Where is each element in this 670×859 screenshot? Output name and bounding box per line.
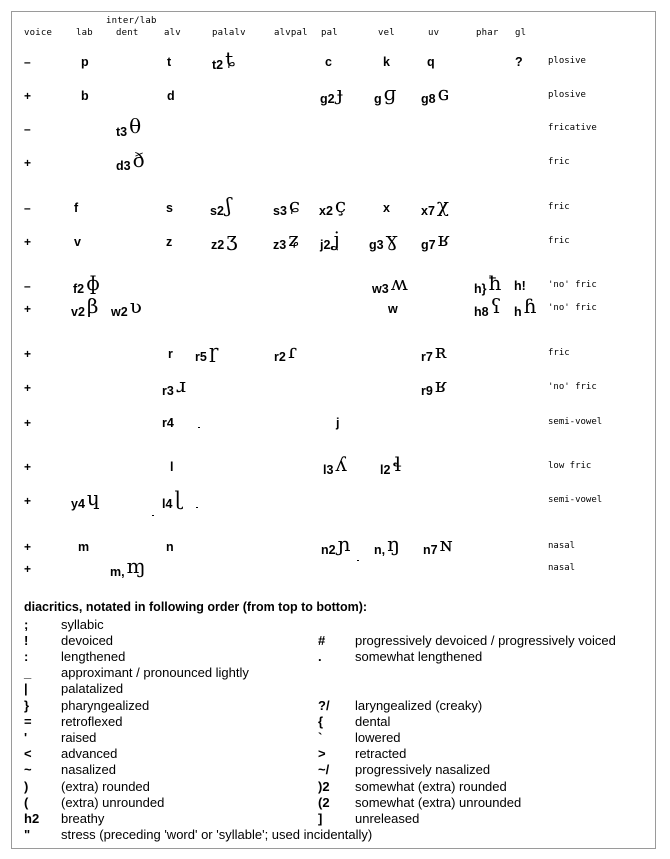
diacritic-row bbox=[24, 762, 654, 778]
diacritic-row bbox=[24, 649, 654, 665]
voice-sign: + bbox=[24, 347, 32, 361]
ipa-glyph: ʋ bbox=[129, 294, 142, 318]
diacritic-symbol: ' bbox=[24, 730, 28, 745]
cell-symbol bbox=[421, 339, 447, 364]
diacritic-symbol: _ bbox=[24, 665, 32, 680]
cell-code: h bbox=[514, 305, 522, 319]
diacritic-row bbox=[24, 681, 654, 697]
row-description: plosive bbox=[548, 90, 586, 100]
voice-sign: + bbox=[24, 302, 32, 316]
diacritic-symbol: # bbox=[318, 633, 326, 648]
cell-code: g2 bbox=[320, 92, 335, 106]
diacritic-row bbox=[24, 714, 654, 730]
diacritic-row bbox=[24, 617, 654, 633]
cell-code: n2 bbox=[321, 543, 336, 557]
header-vel: vel bbox=[378, 28, 395, 38]
ipa-glyph: ɹ bbox=[175, 373, 186, 397]
diacritic-symbol: ?/ bbox=[318, 698, 330, 713]
ipa-glyph: θ bbox=[129, 114, 142, 138]
diacritic-text: dental bbox=[355, 714, 391, 729]
diacritic-row bbox=[24, 779, 654, 795]
dot-mark bbox=[196, 507, 198, 508]
cell-symbol bbox=[474, 294, 502, 319]
row-description: semi-vowel bbox=[548, 417, 603, 427]
cell-symbol bbox=[319, 193, 347, 218]
diacritic-text: progressively devoiced / progressively voiced bbox=[355, 633, 616, 648]
diacritic-row bbox=[24, 665, 654, 681]
diacritic-text: progressively nasalized bbox=[355, 762, 491, 777]
cell-symbol bbox=[320, 227, 340, 252]
cell-symbol bbox=[71, 486, 100, 511]
cell-symbol bbox=[162, 486, 182, 511]
voice-sign: + bbox=[24, 494, 32, 508]
diacritic-symbol: ~/ bbox=[318, 762, 330, 777]
cell-symbol bbox=[211, 227, 238, 252]
ipa-glyph: ɢ bbox=[437, 81, 450, 105]
diacritic-text: somewhat lengthened bbox=[355, 649, 483, 664]
voice-sign: + bbox=[24, 235, 32, 249]
cell-code: k bbox=[383, 55, 390, 69]
diacritic-symbol: . bbox=[318, 649, 322, 664]
diacritic-symbol: ) bbox=[24, 779, 29, 794]
cell-code: l4 bbox=[162, 497, 173, 511]
diacritic-text: retroflexed bbox=[61, 714, 123, 729]
ipa-glyph: ɬ bbox=[392, 452, 402, 476]
header-lab: lab bbox=[76, 28, 93, 38]
header-voice: voice bbox=[24, 28, 53, 38]
diacritic-text: approximant / pronounced lightly bbox=[61, 665, 249, 680]
ipa-glyph: ʝ bbox=[332, 227, 340, 251]
voice-sign: + bbox=[24, 89, 32, 103]
ipa-glyph: ʑ bbox=[288, 227, 300, 251]
row-description: 'no' fric bbox=[548, 303, 597, 313]
cell-symbol bbox=[110, 554, 146, 579]
cell-code: x bbox=[383, 201, 390, 215]
cell-code: r7 bbox=[421, 350, 433, 364]
ipa-glyph: ŋ bbox=[387, 532, 400, 556]
dot-mark bbox=[152, 515, 154, 516]
header-interlab: inter/lab bbox=[106, 16, 157, 26]
cell-symbol bbox=[369, 227, 398, 252]
cell-code: s bbox=[166, 201, 173, 215]
ipa-glyph: ʒ bbox=[226, 227, 238, 251]
diacritic-text: pharyngealized bbox=[61, 698, 150, 713]
voice-sign: – bbox=[24, 201, 31, 215]
cell-code: l2 bbox=[380, 463, 391, 477]
diacritic-row bbox=[24, 730, 654, 746]
ipa-glyph: ʃ bbox=[225, 193, 232, 217]
ipa-glyph: ɦ bbox=[523, 294, 537, 318]
header-dent: dent bbox=[116, 28, 139, 38]
row-description: fric bbox=[548, 348, 570, 358]
voice-sign: + bbox=[24, 540, 32, 554]
cell-code: w3 bbox=[372, 282, 389, 296]
voice-sign: + bbox=[24, 416, 32, 430]
ipa-glyph: ʁ bbox=[434, 373, 447, 397]
cell-code: g3 bbox=[369, 238, 384, 252]
ipa-glyph: ʍ bbox=[390, 271, 408, 295]
row-description: plosive bbox=[548, 56, 586, 66]
cell-code: h! bbox=[514, 279, 526, 293]
cell-symbol bbox=[71, 294, 99, 319]
diacritic-symbol: > bbox=[318, 746, 326, 761]
diacritics-title: diacritics, notated in following order (from top to bottom): bbox=[24, 600, 368, 614]
diacritic-symbol: : bbox=[24, 649, 29, 664]
ipa-glyph: ð bbox=[132, 148, 145, 172]
cell-code: n7 bbox=[423, 543, 438, 557]
diacritic-symbol: ; bbox=[24, 617, 29, 632]
ipa-glyph: ɼ bbox=[208, 339, 219, 363]
cell-code: t3 bbox=[116, 125, 128, 139]
ipa-glyph: ʕ bbox=[490, 294, 502, 318]
voice-sign: – bbox=[24, 55, 31, 69]
cell-code: v bbox=[74, 235, 81, 249]
diacritic-text: (extra) unrounded bbox=[61, 795, 165, 810]
cell-code: g bbox=[374, 92, 382, 106]
cell-code: z3 bbox=[273, 238, 287, 252]
cell-symbol bbox=[162, 373, 186, 398]
diacritic-text: stress (preceding 'word' or 'syllable'; used incidentally) bbox=[61, 827, 373, 842]
voice-sign: + bbox=[24, 562, 32, 576]
diacritic-text: nasalized bbox=[61, 762, 116, 777]
ipa-glyph: ʁ bbox=[437, 227, 450, 251]
diacritic-text: lengthened bbox=[61, 649, 126, 664]
ipa-glyph: χ bbox=[436, 193, 450, 217]
diacritic-symbol: (2 bbox=[318, 795, 330, 810]
diacritic-symbol: ` bbox=[318, 730, 323, 745]
header-gl: gl bbox=[515, 28, 527, 38]
cell-code: g7 bbox=[421, 238, 436, 252]
cell-symbol bbox=[423, 532, 453, 557]
dot-mark bbox=[357, 560, 359, 561]
cell-code: t bbox=[167, 55, 172, 69]
diacritic-symbol: h2 bbox=[24, 811, 40, 826]
cell-code: d bbox=[167, 89, 175, 103]
cell-symbol bbox=[210, 193, 232, 218]
header-alv: alv bbox=[164, 28, 181, 38]
header-uv: uv bbox=[428, 28, 440, 38]
row-description: 'no' fric bbox=[548, 280, 597, 290]
row-description: semi-vowel bbox=[548, 495, 603, 505]
ipa-glyph: ʀ bbox=[434, 339, 447, 363]
diacritic-symbol: < bbox=[24, 746, 32, 761]
ipa-glyph: ɟ bbox=[336, 81, 343, 105]
voice-sign: + bbox=[24, 460, 32, 474]
diacritic-symbol: ( bbox=[24, 795, 29, 810]
cell-code: b bbox=[81, 89, 89, 103]
row-description: fric bbox=[548, 157, 570, 167]
ipa-glyph: ɣ bbox=[385, 227, 398, 251]
row-description: fric bbox=[548, 236, 570, 246]
diacritic-text: raised bbox=[61, 730, 97, 745]
cell-code: w bbox=[388, 302, 398, 316]
diacritic-symbol: ! bbox=[24, 633, 29, 648]
cell-code: g8 bbox=[421, 92, 436, 106]
row-description: fricative bbox=[548, 123, 597, 133]
ipa-glyph: ɱ bbox=[126, 554, 146, 578]
ipa-glyph: ɾ bbox=[287, 339, 297, 363]
cell-code: t2 bbox=[212, 58, 224, 72]
cell-code: r3 bbox=[162, 384, 174, 398]
diacritic-text: advanced bbox=[61, 746, 118, 761]
ipa-glyph: ɡ bbox=[383, 81, 397, 105]
cell-code: m, bbox=[110, 565, 125, 579]
voice-sign: – bbox=[24, 279, 31, 293]
diacritic-text: devoiced bbox=[61, 633, 114, 648]
cell-code: s3 bbox=[273, 204, 287, 218]
cell-symbol bbox=[273, 193, 301, 218]
header-alvpal: alvpal bbox=[274, 28, 308, 38]
cell-symbol bbox=[323, 452, 347, 477]
diacritic-text: unreleased bbox=[355, 811, 420, 826]
cell-code: y4 bbox=[71, 497, 85, 511]
cell-code: r9 bbox=[421, 384, 433, 398]
cell-symbol bbox=[321, 532, 351, 557]
cell-symbol bbox=[320, 81, 343, 106]
voice-sign: + bbox=[24, 381, 32, 395]
row-description: fric bbox=[548, 202, 570, 212]
cell-code: x7 bbox=[421, 204, 435, 218]
cell-symbol bbox=[273, 227, 300, 252]
cell-code: j bbox=[336, 416, 340, 430]
cell-symbol bbox=[421, 373, 447, 398]
row-description: 'no' fric bbox=[548, 382, 597, 392]
diacritic-text: lowered bbox=[355, 730, 401, 745]
cell-code: f bbox=[74, 201, 79, 215]
cell-symbol bbox=[372, 271, 408, 296]
header-palalv: palalv bbox=[212, 28, 246, 38]
diacritic-text: laryngealized (creaky) bbox=[355, 698, 483, 713]
cell-symbol bbox=[116, 114, 142, 139]
cell-symbol bbox=[514, 294, 537, 319]
row-description: low fric bbox=[548, 461, 592, 471]
diacritic-text: breathy bbox=[61, 811, 105, 826]
cell-code: f2 bbox=[73, 282, 85, 296]
cell-code: n, bbox=[374, 543, 386, 557]
diacritic-symbol: { bbox=[318, 714, 324, 729]
voice-sign: – bbox=[24, 122, 31, 136]
cell-code: c bbox=[325, 55, 332, 69]
diacritic-row bbox=[24, 795, 654, 811]
cell-code: z2 bbox=[211, 238, 225, 252]
row-description: nasal bbox=[548, 541, 576, 551]
ipa-glyph: ɕ bbox=[288, 193, 301, 217]
cell-symbol bbox=[374, 532, 400, 557]
cell-symbol bbox=[111, 294, 142, 319]
diacritic-text: somewhat (extra) unrounded bbox=[355, 795, 522, 810]
cell-code: h8 bbox=[474, 305, 489, 319]
ipa-glyph: ɴ bbox=[439, 532, 453, 556]
cell-code: w2 bbox=[111, 305, 128, 319]
diacritic-symbol: )2 bbox=[318, 779, 330, 794]
diacritic-row bbox=[24, 746, 654, 762]
cell-symbol bbox=[374, 81, 397, 106]
cell-code: r5 bbox=[195, 350, 207, 364]
cell-code: l3 bbox=[323, 463, 334, 477]
diacritic-row bbox=[24, 811, 654, 827]
cell-code: p bbox=[81, 55, 89, 69]
cell-symbol bbox=[212, 47, 235, 72]
cell-code: l bbox=[170, 460, 174, 474]
diacritic-text: (extra) rounded bbox=[61, 779, 150, 794]
ipa-glyph: ʎ bbox=[335, 452, 347, 476]
cell-code: q bbox=[427, 55, 435, 69]
cell-symbol bbox=[421, 193, 450, 218]
diacritic-text: syllabic bbox=[61, 617, 104, 632]
cell-code: d3 bbox=[116, 159, 131, 173]
diacritic-row bbox=[24, 827, 654, 843]
ipa-glyph: ɲ bbox=[337, 532, 351, 556]
cell-code: r bbox=[168, 347, 173, 361]
ipa-glyph: ȶ bbox=[225, 47, 235, 71]
cell-code: r2 bbox=[274, 350, 286, 364]
cell-symbol bbox=[421, 81, 450, 106]
cell-code: h} bbox=[474, 282, 487, 296]
ipa-glyph: ɭ bbox=[174, 486, 182, 510]
diacritic-text: somewhat (extra) rounded bbox=[355, 779, 507, 794]
diacritic-text: retracted bbox=[355, 746, 407, 761]
cell-symbol bbox=[195, 339, 219, 364]
ipa-glyph: ɸ bbox=[86, 271, 100, 295]
cell-code: n bbox=[166, 540, 174, 554]
cell-code: v2 bbox=[71, 305, 85, 319]
diacritic-row bbox=[24, 633, 654, 649]
ipa-glyph: ɥ bbox=[86, 486, 100, 510]
cell-code: x2 bbox=[319, 204, 333, 218]
diacritic-symbol: ~ bbox=[24, 762, 32, 777]
cell-code: z bbox=[166, 235, 173, 249]
cell-code: m bbox=[78, 540, 90, 554]
cell-code: r4 bbox=[162, 416, 174, 430]
dot-mark bbox=[198, 427, 200, 428]
diacritic-row bbox=[24, 698, 654, 714]
header-pal: pal bbox=[321, 28, 338, 38]
diacritic-symbol: | bbox=[24, 681, 28, 696]
voice-sign: + bbox=[24, 156, 32, 170]
diacritic-text: palatalized bbox=[61, 681, 124, 696]
cell-symbol bbox=[380, 452, 402, 477]
header-phar: phar bbox=[476, 28, 499, 38]
ipa-glyph: β bbox=[86, 294, 99, 318]
cell-symbol bbox=[116, 148, 145, 173]
ipa-glyph: ç bbox=[334, 193, 347, 217]
diacritic-symbol: " bbox=[24, 827, 31, 842]
cell-code: s2 bbox=[210, 204, 224, 218]
cell-symbol bbox=[274, 339, 297, 364]
diacritic-symbol: } bbox=[24, 698, 30, 713]
cell-symbol bbox=[421, 227, 450, 252]
cell-code: ? bbox=[515, 55, 523, 69]
diacritic-symbol: ] bbox=[318, 811, 323, 826]
cell-code: j2 bbox=[320, 238, 331, 252]
ipa-glyph: ħ bbox=[488, 271, 502, 295]
diacritic-symbol: = bbox=[24, 714, 32, 729]
row-description: nasal bbox=[548, 563, 576, 573]
